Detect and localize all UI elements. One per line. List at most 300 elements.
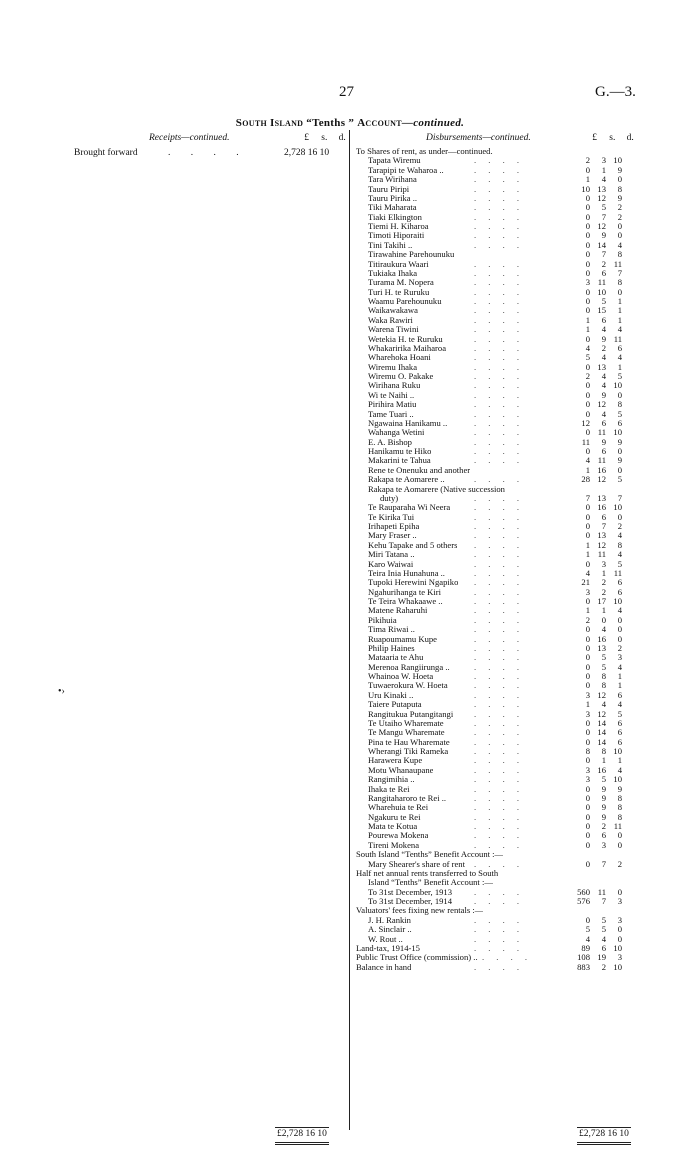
disbursement-line-pounds: 108 (577, 952, 590, 963)
disbursement-line-pounds: 3 (585, 586, 590, 597)
disbursement-line-text: Wirihana Ruku (368, 381, 421, 391)
disbursement-line-text: Island “Tenths” Benefit Account :— (368, 878, 493, 888)
disbursement-line-shillings: 1 (601, 567, 606, 578)
disbursement-line-pence: 4 (617, 530, 622, 541)
disbursement-line-pence: 10 (613, 427, 622, 438)
disbursement-line-pounds: 0 (585, 783, 590, 794)
disbursement-line-pence: 4 (617, 352, 622, 363)
disbursement-line-shillings: 0 (601, 614, 606, 625)
disbursement-line-pounds: 0 (585, 249, 590, 260)
disbursement-line-pounds: 0 (585, 511, 590, 522)
disbursement-line-pounds: 5 (585, 924, 590, 935)
disbursement-line-pence: 9 (617, 455, 622, 466)
disbursement-line-shillings: 9 (601, 811, 606, 822)
disbursement-line-text: Public Trust Office (commission) .. (356, 953, 478, 963)
disbursement-line-shillings: 13 (597, 530, 606, 541)
disbursement-line-pence: 8 (617, 811, 622, 822)
disbursement-line-text: Valuators' fees fixing new rentals :— (356, 906, 484, 916)
disbursement-line-text: Rakapa te Aomarere (Native succession (368, 484, 505, 494)
disbursement-line-pounds: 1 (585, 699, 590, 710)
disbursement-line-text: Tupoki Herewini Ngapiko (368, 578, 459, 588)
disbursement-line-pounds: 0 (585, 446, 590, 456)
disbursement-line-pounds: 0 (585, 652, 590, 663)
receipts-pence-header: d. (338, 133, 346, 143)
disbursement-line-pence: 4 (617, 605, 622, 616)
disbursement-line-pounds: 8 (585, 746, 590, 756)
disbursement-line-pence: 3 (617, 896, 622, 906)
disbursement-line-shillings: 12 (597, 221, 606, 231)
disbursement-line-leader: . . . . (474, 192, 525, 203)
disbursement-line-shillings: 2 (601, 258, 606, 269)
disbursement-line-pounds: 0 (585, 427, 590, 438)
disbursement-line-pence: 2 (617, 211, 622, 222)
disbursement-line-pence: 0 (617, 174, 622, 185)
disbursement-line-text: Whakaririka Maiharoa (368, 343, 447, 353)
disbursement-line-leader: . . . . (474, 521, 525, 531)
disbursement-line-pounds: 0 (585, 380, 590, 391)
disbursement-line-leader: . . . . (474, 914, 525, 925)
disbursement-line-leader: . . . . (474, 802, 525, 813)
disbursement-line-shillings: 10 (597, 286, 606, 297)
disbursement-line-leader: . . . . (474, 642, 525, 653)
disbursement-line-pence: 10 (613, 380, 622, 391)
disbursement-line-pounds: 0 (585, 717, 590, 728)
disbursement-line (356, 841, 646, 850)
disbursement-line-shillings: 13 (597, 361, 606, 372)
disbursement-line-shillings: 5 (601, 296, 606, 306)
disbursement-line-pence: 10 (613, 502, 622, 513)
disbursement-line-leader: . . . . (474, 652, 525, 663)
disbursement-line-leader: . . . . (474, 558, 525, 569)
disbursement-line-shillings: 6 (601, 446, 606, 456)
disbursement-line-leader: . . . . (474, 305, 525, 316)
disbursement-line-leader: . . . . (474, 239, 525, 250)
disbursement-line-pence: 3 (617, 914, 622, 925)
disbursement-line-pence: 0 (617, 624, 622, 635)
disbursement-line-leader: . . . . (474, 408, 525, 419)
disbursement-line-pounds: 0 (585, 530, 590, 541)
disbursement-line-shillings: 5 (601, 914, 606, 925)
disbursement-line-shillings: 9 (601, 333, 606, 344)
disbursement-line-pence: 10 (613, 942, 622, 953)
disbursement-line-pence: 6 (617, 736, 622, 747)
disbursement-line-pence: 11 (613, 567, 622, 578)
disbursement-line-text: Rangimihia .. (368, 775, 415, 785)
disbursement-line-leader: . . . . (474, 924, 525, 935)
disbursement-line-text: Pirihira Matiu (368, 400, 417, 410)
disbursement-line-text: Wiremu Ihaka (368, 362, 418, 372)
disbursement-line-text: Mary Fraser .. (368, 531, 417, 541)
disbursement-line-pounds: 3 (585, 774, 590, 785)
disbursement-line-shillings: 3 (601, 839, 606, 850)
disbursement-line-pounds: 0 (585, 408, 590, 419)
disbursement-line-pence: 0 (617, 221, 622, 231)
disbursement-line-text: duty) (380, 493, 399, 503)
disbursement-line-leader: . . . . (474, 633, 525, 644)
disbursement-line-leader: . . . . (474, 267, 525, 278)
disbursement-line-text: Mary Shearer's share of rent (368, 859, 465, 869)
disbursement-line-pounds: 0 (585, 633, 590, 644)
disbursement-line-pounds: 1 (585, 324, 590, 335)
disbursement-line-pounds: 0 (585, 558, 590, 569)
disbursement-line-leader: . . . . (474, 764, 525, 775)
disbursement-line-pence: 5 (617, 474, 622, 485)
disbursement-line-shillings: 2 (601, 577, 606, 588)
disbursement-line-shillings: 14 (597, 727, 606, 738)
disbursements-currency-header (585, 133, 634, 143)
disbursement-line-shillings: 12 (597, 399, 606, 410)
disbursement-line-pounds: 4 (585, 567, 590, 578)
disbursement-line-pence: 9 (617, 783, 622, 794)
disbursement-line-pounds: 2 (585, 155, 590, 166)
disbursement-line-shillings: 7 (601, 896, 606, 906)
disbursement-line-pence: 0 (617, 286, 622, 297)
disbursement-line-leader: . . . . (474, 164, 525, 175)
disbursement-line-pounds: 0 (585, 258, 590, 269)
disbursement-line-pounds: 1 (585, 539, 590, 550)
disbursement-line-shillings: 12 (597, 474, 606, 485)
disbursement-line-text: Tiemi H. Kiharoa (368, 222, 429, 231)
title-part-3: Account (357, 117, 402, 129)
disbursement-line-pence: 11 (613, 333, 622, 344)
disbursement-line-pounds: 4 (585, 933, 590, 944)
disbursement-line-pounds: 0 (585, 164, 590, 175)
disbursement-line-shillings: 19 (597, 952, 606, 963)
disbursement-line-pence: 4 (617, 699, 622, 710)
disbursement-line-text: Tauru Piripi (368, 184, 410, 194)
disbursement-line-text: Taiere Putaputa (368, 700, 422, 710)
disbursement-line (356, 860, 646, 869)
disbursement-line-text: Mataaria te Ahu (368, 653, 424, 663)
disbursement-line-leader: . . . . (474, 942, 525, 953)
disbursement-line-pence: 0 (617, 389, 622, 400)
disbursement-line-pounds: 0 (585, 671, 590, 681)
disbursement-line-shillings: 4 (601, 174, 606, 185)
disbursement-line-pounds: 0 (585, 211, 590, 222)
disbursement-line-pence: 6 (617, 342, 622, 353)
disbursement-line-pounds: 0 (585, 267, 590, 278)
disbursement-line-text: Waka Rawiri (368, 315, 413, 325)
disbursement-line-text: Karo Waiwai (368, 559, 414, 569)
disbursement-line-text: Uru Kinaki .. (368, 690, 414, 700)
disbursement-line-text: Wahanga Wetini (368, 428, 425, 438)
disbursement-line-shillings: 7 (601, 249, 606, 260)
disbursement-line-pounds: 3 (585, 277, 590, 288)
disbursement-line-pence: 11 (613, 821, 622, 831)
disbursement-line-pence: 9 (617, 192, 622, 203)
disbursement-line-text: Timoti Hiporaiti (368, 231, 425, 241)
disbursement-line-pounds: 7 (585, 492, 590, 503)
disbursement-line-shillings: 4 (601, 380, 606, 391)
disbursement-line-shillings: 5 (601, 924, 606, 935)
disbursement-line-pence: 1 (617, 314, 622, 325)
disbursement-line-shillings: 16 (597, 464, 606, 475)
disbursement-line-pence: 6 (617, 417, 622, 428)
disbursement-line-pence: 0 (617, 839, 622, 850)
disbursement-line-pence: 2 (617, 642, 622, 653)
disbursement-line-shillings: 9 (601, 230, 606, 241)
disbursement-line-leader: . . . . (474, 380, 525, 391)
disbursements-total: £2,728 16 10 (577, 1127, 631, 1145)
disbursement-line-text: Tini Takihi .. (368, 240, 413, 250)
disbursement-line-text: Pourewa Mokena (368, 831, 429, 841)
disbursement-line-text: To 31st December, 1914 (368, 897, 453, 906)
disbursement-line-pence: 8 (617, 249, 622, 260)
disbursement-line-pounds: 0 (585, 239, 590, 250)
title-part-4: —continued. (401, 117, 465, 129)
disbursement-line-pence: 6 (617, 689, 622, 700)
disbursement-line-pounds: 0 (585, 680, 590, 691)
disbursement-line-shillings: 17 (597, 596, 606, 606)
disbursement-line-shillings: 9 (601, 389, 606, 400)
disbursement-line-shillings: 13 (597, 642, 606, 653)
disbursement-line-pounds: 10 (581, 183, 590, 194)
disbursement-line-text: Merenoa Rangiirunga .. (368, 662, 450, 672)
disbursement-line-shillings: 12 (597, 192, 606, 203)
disbursement-line-pence: 5 (617, 708, 622, 719)
disbursement-line-shillings: 13 (597, 492, 606, 503)
disbursement-line-text: Warena Tiwini (368, 325, 419, 335)
disbursement-line-shillings: 11 (597, 549, 606, 560)
margin-mark: •› (58, 686, 65, 697)
disbursement-line-pounds: 5 (585, 352, 590, 363)
disbursement-line-pounds: 0 (585, 858, 590, 869)
disbursement-line-text: Turi H. te Ruruku (368, 287, 430, 297)
disbursement-line-shillings: 11 (597, 455, 606, 466)
disbursement-line-pence: 8 (617, 539, 622, 550)
disbursement-line-pounds: 0 (585, 521, 590, 531)
disbursement-line (356, 897, 646, 906)
disbursement-line-shillings: 7 (601, 858, 606, 869)
disbursement-line-pence: 2 (617, 858, 622, 869)
disbursement-line-leader: . . . . (474, 446, 525, 456)
disbursement-line-text: Tarapipi te Waharoa .. (368, 165, 444, 175)
disbursement-line-text: Te Rauparaha Wi Neera (368, 503, 451, 513)
disbursement-line-leader: . . . . (474, 221, 525, 231)
disbursement-line-leader: . . . . (474, 530, 525, 541)
disbursement-line-leader: . . . . (474, 933, 525, 944)
disbursement-line-shillings: 1 (601, 605, 606, 616)
receipts-heading: Receipts—continued. (149, 133, 230, 143)
disbursement-line-pounds: 0 (585, 792, 590, 803)
disbursement-line-pounds: 3 (585, 708, 590, 719)
disbursement-line-shillings: 13 (597, 183, 606, 194)
disbursement-line-leader: . . . . (474, 296, 525, 306)
disbursement-line-pence: 11 (613, 258, 622, 269)
disbursement-line-text: A. Sinclair .. (368, 925, 412, 935)
disbursement-line-shillings: 12 (597, 539, 606, 550)
disbursement-line-pounds: 0 (585, 755, 590, 766)
disbursement-line-pounds: 0 (585, 596, 590, 606)
disbursement-line-shillings: 5 (601, 652, 606, 663)
disbursement-line-pounds: 0 (585, 727, 590, 738)
disbursement-line-pence: 0 (617, 830, 622, 841)
disbursement-line-leader: . . . . (474, 539, 525, 550)
disbursement-line-pence: 8 (617, 802, 622, 813)
disbursement-line-pence: 0 (617, 633, 622, 644)
disbursement-line-shillings: 14 (597, 717, 606, 728)
disbursement-line-pounds: 1 (585, 174, 590, 185)
disbursement-line-leader: . . . . (474, 202, 525, 213)
disbursement-line-shillings: 4 (601, 933, 606, 944)
disbursement-line-shillings: 11 (597, 886, 606, 897)
disbursement-line-leader: . . . . (474, 352, 525, 363)
disbursement-line-shillings: 4 (601, 408, 606, 419)
disbursement-line-text: Wi te Naihi .. (368, 390, 415, 400)
disbursement-line-shillings: 4 (601, 699, 606, 710)
disbursement-line-text: Waikawakawa (368, 306, 418, 316)
disbursement-line-pence: 3 (617, 952, 622, 963)
disbursement-line-pence: 0 (617, 933, 622, 944)
disbursement-line-pounds: 560 (577, 886, 590, 897)
disbursement-line-pounds: 4 (585, 342, 590, 353)
disbursement-line-pence: 1 (617, 671, 622, 681)
disbursement-line-leader: . . . . (474, 886, 525, 897)
receipts-shilling-header: s. (321, 133, 328, 143)
disbursement-line-pounds: 89 (581, 942, 590, 953)
disbursement-line-leader: . . . . (474, 792, 525, 803)
disbursement-line-leader: . . . . (474, 624, 525, 635)
disbursement-line-leader: . . . . (474, 502, 525, 513)
disbursement-line-text: Ngawaina Hanikamu .. (368, 418, 448, 428)
disbursement-line-leader: . . . . (474, 896, 525, 906)
disbursement-line-leader: . . . . (474, 436, 525, 447)
disbursement-line-pounds: 0 (585, 502, 590, 513)
disbursement-line-pounds: 0 (585, 221, 590, 231)
disbursement-line-pence: 7 (617, 492, 622, 503)
disbursement-line-pounds: 0 (585, 361, 590, 372)
disbursement-line-shillings: 9 (601, 783, 606, 794)
disbursement-line-text: Pikihuia (368, 615, 397, 625)
disbursement-line-pounds: 1 (585, 314, 590, 325)
disbursement-line-leader: . . . . (474, 839, 525, 850)
disbursement-line-text: W. Rout .. (368, 934, 403, 944)
disbursement-line-text: Ngahurihanga te Kiri (368, 587, 442, 597)
disbursement-line-shillings: 6 (601, 314, 606, 325)
disbursement-line-pounds: 1 (585, 549, 590, 560)
disbursement-line-shillings: 7 (601, 211, 606, 222)
disbursement-line-pence: 6 (617, 586, 622, 597)
disbursement-line-text: Te Mangu Wharemate (368, 728, 445, 738)
disbursement-line-pounds: 11 (581, 436, 590, 447)
disbursement-line-shillings: 2 (601, 586, 606, 597)
disbursement-line-shillings: 11 (597, 277, 606, 288)
disbursement-line-leader: . . . . (474, 371, 525, 381)
disbursement-line-pence: 8 (617, 792, 622, 803)
disbursement-line-pence: 2 (617, 521, 622, 531)
disbursement-line-leader: . . . . (474, 511, 525, 522)
disbursement-line-pence: 1 (617, 361, 622, 372)
disbursement-line-text: Rene te Onenuku and another (368, 465, 471, 475)
disbursement-line-leader: . . . . (474, 389, 525, 400)
disbursement-line-leader: . . . . (474, 746, 525, 756)
disbursement-line-text: Ngakuru te Rei (368, 812, 421, 822)
disbursement-lines (356, 147, 646, 972)
disbursement-line-text: Ruapoumamu Kupe (368, 634, 437, 644)
disbursement-line-pounds: 0 (585, 202, 590, 213)
disbursement-line-shillings: 6 (601, 267, 606, 278)
disbursement-line-text: Kehu Tapake and 5 others (368, 540, 458, 550)
disbursement-line-pounds: 0 (585, 305, 590, 316)
disbursement-line-pounds: 3 (585, 689, 590, 700)
disbursement-line-leader: . . . . (474, 783, 525, 794)
disbursement-line-pence: 6 (617, 717, 622, 728)
receipts-pound-header: £ (304, 133, 309, 143)
disbursement-line-pence: 5 (617, 371, 622, 381)
disbursement-line-leader: . . . . (474, 399, 525, 410)
title-part-2: “Tenths ” (303, 117, 358, 129)
disbursement-line-pence: 0 (617, 230, 622, 241)
disbursement-line-pounds: 0 (585, 286, 590, 297)
disbursement-line-text: Wiremu O. Pakake (368, 372, 434, 381)
disbursement-line-leader: . . . . (474, 961, 525, 972)
disbursements-pound-header: £ (592, 133, 597, 143)
disbursement-line-text: Miri Tatana .. (368, 550, 415, 560)
disbursement-line-leader: . . . . (474, 830, 525, 841)
disbursement-line-leader: . . . . (474, 596, 525, 606)
brought-forward-leader: . . . . (168, 148, 248, 158)
disbursement-line-leader: . . . . (474, 567, 525, 578)
disbursement-line-leader: . . . . (474, 211, 525, 222)
disbursement-line-pounds: 3 (585, 764, 590, 775)
disbursement-line-text: Balance in hand (356, 962, 412, 972)
disbursement-line (356, 869, 646, 878)
disbursement-line-leader: . . . . (474, 333, 525, 344)
disbursement-line-shillings: 14 (597, 239, 606, 250)
disbursement-line-pence: 8 (617, 399, 622, 410)
disbursement-line-shillings: 8 (601, 746, 606, 756)
disbursement-line-pence: 0 (617, 886, 622, 897)
disbursement-line-pence: 0 (617, 924, 622, 935)
disbursement-line-leader: . . . . (474, 614, 525, 625)
disbursement-line-pence: 0 (617, 446, 622, 456)
disbursement-line-text: Wherangi Tiki Rameka (368, 747, 449, 756)
disbursement-line-pounds: 0 (585, 811, 590, 822)
disbursement-line-shillings: 11 (597, 427, 606, 438)
disbursement-line-pence: 8 (617, 277, 622, 288)
disbursement-line-shillings: 1 (601, 755, 606, 766)
disbursement-line-leader: . . . . (474, 286, 525, 297)
disbursement-line-text: South Island “Tenths” Benefit Account :— (356, 850, 504, 860)
disbursement-line-pounds: 4 (585, 455, 590, 466)
disbursement-line-text: Tuwaerokura W. Hoeta (368, 681, 448, 691)
disbursement-line-text: Tireni Mokena (368, 840, 420, 850)
disbursement-line-pence: 4 (617, 549, 622, 560)
disbursement-line-text: Te Utaiho Wharemate (368, 718, 444, 728)
disbursement-line-shillings: 9 (601, 802, 606, 813)
disbursement-line-shillings: 3 (601, 155, 606, 166)
disbursement-line-pounds: 2 (585, 371, 590, 381)
disbursement-line-shillings: 8 (601, 671, 606, 681)
disbursement-line-text: Philip Haines (368, 643, 415, 653)
disbursement-line-pence: 5 (617, 408, 622, 419)
disbursement-line-leader: . . . . (474, 736, 525, 747)
disbursement-line-text: Matene Raharuhi (368, 606, 428, 616)
disbursement-line-shillings: 12 (597, 708, 606, 719)
disbursement-line-text: To Shares of rent, as under—continued. (356, 147, 493, 156)
disbursements-heading: Disbursements—continued. (426, 133, 531, 143)
disbursement-line-shillings: 4 (601, 324, 606, 335)
disbursement-line-pence: 0 (617, 511, 622, 522)
disbursement-line-leader: . . . . (474, 277, 525, 288)
disbursement-line-shillings: 16 (597, 502, 606, 513)
disbursement-line-text: Titiraukura Waari (368, 259, 429, 269)
disbursement-line-text: Tiaki Elkington (368, 212, 422, 222)
disbursement-line-leader: . . . . (482, 952, 533, 963)
disbursement-line-text: Tiki Maharata (368, 203, 417, 213)
disbursement-line-pounds: 0 (585, 736, 590, 747)
disbursement-line-shillings: 8 (601, 680, 606, 691)
